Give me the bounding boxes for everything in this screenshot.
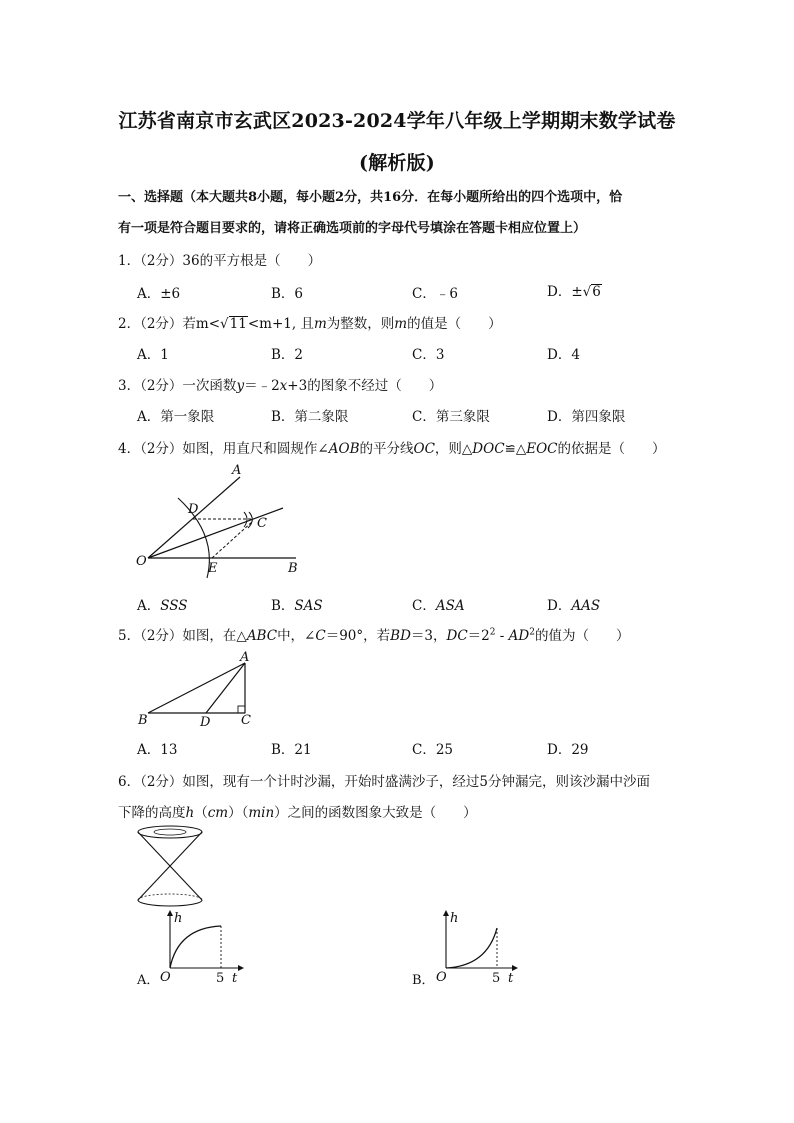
sqrt-sign-icon: √ xyxy=(582,284,592,300)
q5-stem-f: 的值为（ ） xyxy=(534,628,630,644)
q3-option-a: A．第一象限 xyxy=(137,409,215,425)
q5-stem-e: - xyxy=(495,628,509,644)
q6-graph-a-label-5: 5 xyxy=(216,971,225,986)
q5-segment-ad xyxy=(206,663,245,713)
q4-angle-aob: AOB xyxy=(328,441,360,457)
q6-graph-b-label-t: t xyxy=(508,971,514,986)
q6-stem-pre: 下降的高度 xyxy=(118,805,186,821)
exam-title: 江苏省南京市玄武区2023-2024学年八年级上学期期末数学试卷 xyxy=(118,110,676,132)
q5-exponent-2: 2 xyxy=(529,627,535,638)
q4-option-a-value: SSS xyxy=(160,598,188,614)
q5-stem-c: ＝3， xyxy=(410,628,447,644)
q4-stem-pre: 4．（2分）如图，用直尺和圆规作∠ xyxy=(118,441,329,457)
q5-angle-c: C xyxy=(315,628,326,644)
q6-graph-b-label-5: 5 xyxy=(492,971,501,986)
sqrt-sign-icon: √ xyxy=(220,316,229,332)
q2-stem-pre: 2．（2分）若m< xyxy=(118,316,221,332)
q2-stem-post: <m+1, 且 xyxy=(247,316,314,332)
q4-stem-mid: 的平分线 xyxy=(359,441,414,457)
q3-var-x: x xyxy=(279,378,288,394)
q5-segment-bd: BD xyxy=(390,628,411,644)
q6-stem-a: （ xyxy=(194,805,208,821)
q5-stem-d: ＝2 xyxy=(467,628,490,644)
q2-option-b: B．2 xyxy=(271,347,304,363)
q6-graph-a xyxy=(160,910,244,986)
q5-segment-ad-text: AD xyxy=(508,628,530,644)
q5-stem-b: ＝90°，若 xyxy=(325,628,391,644)
q6-graph-a-curve xyxy=(170,926,221,968)
q2-var-m2: m xyxy=(394,316,408,332)
q4-option-c-value: ASA xyxy=(435,598,465,614)
q5-side-ab xyxy=(148,663,245,713)
q4-label-c: C xyxy=(257,516,267,531)
q6-stem-b: ）（ xyxy=(228,805,249,821)
q4-option-d xyxy=(547,594,600,614)
q6-stem-c: ）之间的函数图象大致是（ ） xyxy=(274,805,477,821)
q3-option-b: B．第二象限 xyxy=(271,409,349,425)
q3-option-d: D．第四象限 xyxy=(547,409,626,425)
q1-option-d-label: D．± xyxy=(547,284,583,300)
q4-stem-mid2: ，则△ xyxy=(434,441,473,457)
q4-congruent-sign: ≌△ xyxy=(504,441,527,457)
q5-triangle-abc: ABC xyxy=(246,628,278,644)
section-header-line1: 一、选择题（本大题共8小题，每小题2分，共16分．在每小题所给出的四个选项中，恰 xyxy=(118,190,623,205)
q1-option-b: B．6 xyxy=(271,286,304,302)
q2-stem-end: 的值是（ ） xyxy=(407,316,502,332)
section-header-line2: 有一项是符合题目要求的，请将正确选项前的字母代号填涂在答题卡相应位置上） xyxy=(118,221,587,236)
q6-graph-b xyxy=(436,910,518,986)
q4-option-b xyxy=(271,594,323,614)
q6-var-h: h xyxy=(185,805,195,821)
q2-option-d: D．4 xyxy=(547,347,580,363)
q4-label-e: E xyxy=(208,561,218,576)
q5-stem xyxy=(118,624,629,644)
hourglass-icon xyxy=(138,826,202,906)
q3-stem-eq: ＝﹣2 xyxy=(244,378,280,394)
q5-option-a: A．13 xyxy=(137,742,178,758)
q5-label-d: D xyxy=(200,715,211,730)
q4-ray-oa xyxy=(148,477,240,558)
q3-var-y: y xyxy=(236,378,245,394)
q5-option-c: C．25 xyxy=(412,742,454,758)
q5-label-c: C xyxy=(241,713,251,728)
q1-option-d-radicand: 6 xyxy=(592,284,601,300)
q4-option-a-letter: A． xyxy=(137,598,161,614)
q2-var-m: m xyxy=(313,316,327,332)
right-angle-icon xyxy=(238,706,245,713)
q4-label-d: D xyxy=(188,502,199,517)
q6-unit-min: min xyxy=(248,805,275,821)
q3-option-c: C．第三象限 xyxy=(412,409,490,425)
q3-stem-post: +3的图象不经过（ ） xyxy=(287,378,443,394)
q6-graph-a-label-o: O xyxy=(160,970,171,985)
q6-graph-a-label-t: t xyxy=(232,971,238,986)
q4-option-d-letter: D． xyxy=(547,598,572,614)
q2-option-c: C．3 xyxy=(412,347,445,363)
q6-stem-line2 xyxy=(118,801,477,821)
q1-option-a: A．±6 xyxy=(137,286,181,302)
q5-exponent-1: 2 xyxy=(489,627,496,638)
q5-label-a: A xyxy=(240,650,250,665)
q4-stem-end: 的依据是（ ） xyxy=(557,441,666,457)
q4-triangle-eoc: EOC xyxy=(526,441,558,457)
q4-triangle-doc: DOC xyxy=(472,441,505,457)
q6-graph-b-curve xyxy=(446,928,497,968)
q6-unit-cm: cm xyxy=(207,805,229,821)
q4-line-oc: OC xyxy=(413,441,435,457)
q4-option-b-letter: B． xyxy=(271,598,295,614)
q3-stem-pre: 3．（2分）一次函数 xyxy=(118,378,237,394)
q2-option-a: A．1 xyxy=(137,347,169,363)
q4-option-b-value: SAS xyxy=(294,598,323,614)
q4-label-b: B xyxy=(288,561,298,576)
q1-stem: 1．（2分）36的平方根是（ ） xyxy=(118,253,322,269)
q4-option-d-value: AAS xyxy=(571,598,601,614)
q1-option-c: C．﹣6 xyxy=(412,286,458,302)
q4-label-a: A xyxy=(232,463,242,478)
q5-option-b: B．21 xyxy=(271,742,312,758)
q2-stem-mid: 为整数，则 xyxy=(326,316,395,332)
q6-graph-a-letter: A． xyxy=(137,973,160,988)
q5-stem-a: 中，∠ xyxy=(277,628,316,644)
q4-label-o: O xyxy=(136,554,147,569)
q2-radicand: 11 xyxy=(229,316,247,332)
q5-option-d: D．29 xyxy=(547,742,589,758)
q4-option-c-letter: C． xyxy=(412,598,436,614)
q6-graph-a-label-h: h xyxy=(174,911,183,926)
q4-option-c xyxy=(412,594,465,614)
q6-stem-line1: 6．（2分）如图，现有一个计时沙漏，开始时盛满沙子，经过5分钟漏完，则该沙漏中沙面 xyxy=(118,774,651,790)
q5-segment-dc: DC xyxy=(446,628,468,644)
q6-graph-b-letter: B． xyxy=(412,973,435,988)
q6-graph-b-label-o: O xyxy=(436,970,447,985)
q5-label-b: B xyxy=(138,713,148,728)
q5-stem-pre: 5．（2分）如图，在△ xyxy=(118,628,247,644)
exam-subtitle: (解析版) xyxy=(359,152,435,174)
q4-option-a xyxy=(137,594,188,614)
q6-graph-b-label-h: h xyxy=(450,911,459,926)
